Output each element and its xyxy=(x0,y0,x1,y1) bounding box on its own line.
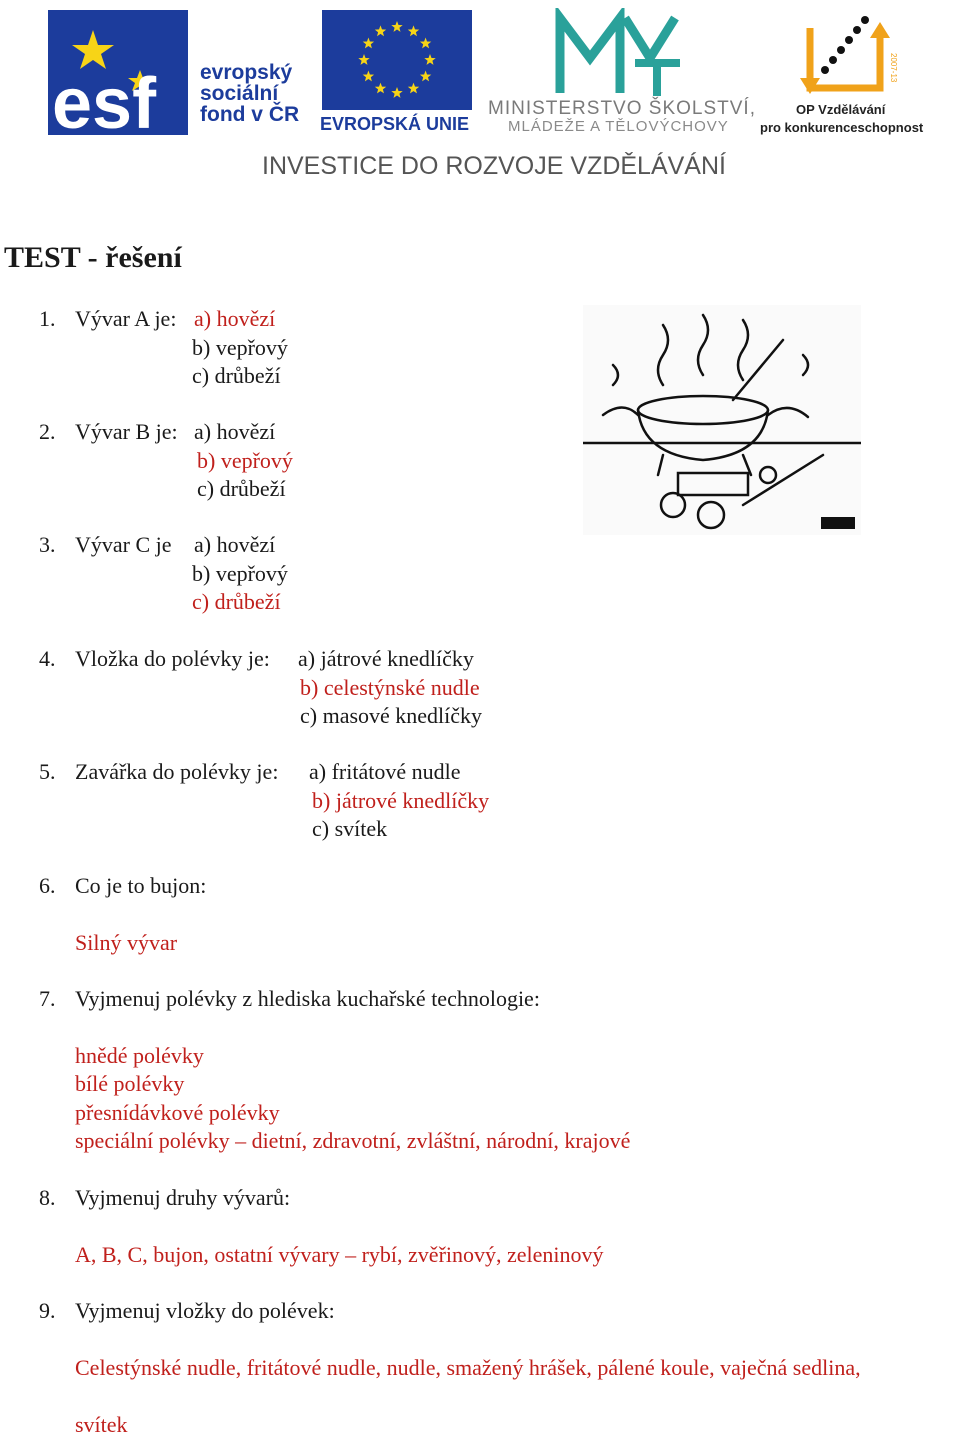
question-number: 9. xyxy=(39,1298,56,1323)
answer-text: speciální polévky – dietní, zdravotní, zvláštní, národní, krajové xyxy=(75,1128,631,1153)
answer-option: a) játrové knedlíčky xyxy=(298,646,474,671)
answer-text: A, B, C, bujon, ostatní vývary – rybí, zvěřinový, zeleninový xyxy=(75,1242,604,1267)
answer-option: c) masové knedlíčky xyxy=(300,703,483,728)
answer-option: c) svítek xyxy=(312,816,388,841)
answer-option: c) drůbeží xyxy=(197,476,286,501)
question-text: Zavářka do polévky je: xyxy=(75,759,279,784)
question-text: Co je to bujon: xyxy=(75,873,207,898)
question-number: 3. xyxy=(39,532,56,557)
question-text: Vývar C je xyxy=(75,532,172,557)
answer-option: a) hovězí xyxy=(194,306,276,331)
answer-option: c) drůbeží xyxy=(192,589,281,614)
answer-text: hnědé polévky xyxy=(75,1043,204,1068)
esf-text: evropský sociální fond v ČR xyxy=(200,61,300,126)
eu-label: EVROPSKÁ UNIE xyxy=(320,114,470,134)
answer-text: svítek xyxy=(75,1412,128,1437)
op-line-1: OP Vzdělávání xyxy=(796,102,886,117)
op-logo xyxy=(795,8,900,100)
question-number: 4. xyxy=(39,646,56,671)
answer-option: a) hovězí xyxy=(194,419,276,444)
investice-banner: INVESTICE DO ROZVOJE VZDĚLÁVÁNÍ xyxy=(262,152,726,180)
svg-text:2007-13: 2007-13 xyxy=(889,53,898,83)
question-text: Vložka do polévky je: xyxy=(75,646,270,671)
question-text: Vývar A je: xyxy=(75,306,177,331)
question-number: 8. xyxy=(39,1185,56,1210)
answer-text: bílé polévky xyxy=(75,1071,185,1096)
answer-option: b) vepřový xyxy=(192,560,288,586)
answer-option: a) hovězí xyxy=(194,532,276,557)
esf-logo xyxy=(48,10,188,135)
answer-text: Silný vývar xyxy=(75,930,178,955)
op-line-2: pro konkurenceschopnost xyxy=(760,120,924,135)
msmt-logo xyxy=(555,8,685,100)
question-number: 1. xyxy=(39,306,56,331)
page-title: TEST - řešení xyxy=(4,241,182,274)
answer-option: b) játrové knedlíčky xyxy=(312,787,490,813)
answer-option: c) drůbeží xyxy=(192,363,281,388)
question-text: Vyjmenuj vložky do polévek: xyxy=(75,1298,335,1323)
question-number: 5. xyxy=(39,759,56,784)
question-number: 6. xyxy=(39,873,56,898)
question-text: Vývar B je: xyxy=(75,419,178,444)
question-number: 2. xyxy=(39,419,56,444)
answer-option: b) celestýnské nudle xyxy=(300,674,480,700)
question-number: 7. xyxy=(39,986,56,1011)
answer-option: b) vepřový xyxy=(197,447,293,473)
question-text: Vyjmenuj druhy vývarů: xyxy=(75,1185,291,1210)
answer-option: b) vepřový xyxy=(192,334,288,360)
svg-text:esf: esf xyxy=(52,64,157,135)
msmt-line-2: MLÁDEŽE A TĚLOVÝCHOVY xyxy=(508,118,729,135)
answer-option: a) fritátové nudle xyxy=(309,759,461,784)
cooking-pot-illustration xyxy=(583,305,861,535)
answer-text: přesnídávkové polévky xyxy=(75,1100,280,1125)
eu-flag-icon xyxy=(322,10,472,110)
answer-text: Celestýnské nudle, fritátové nudle, nudle, smažený hrášek, pálené koule, vaječná sedlina, xyxy=(75,1355,861,1380)
question-text: Vyjmenuj polévky z hlediska kuchařské technologie: xyxy=(75,986,540,1011)
msmt-line-1: MINISTERSTVO ŠKOLSTVÍ, xyxy=(488,98,756,119)
